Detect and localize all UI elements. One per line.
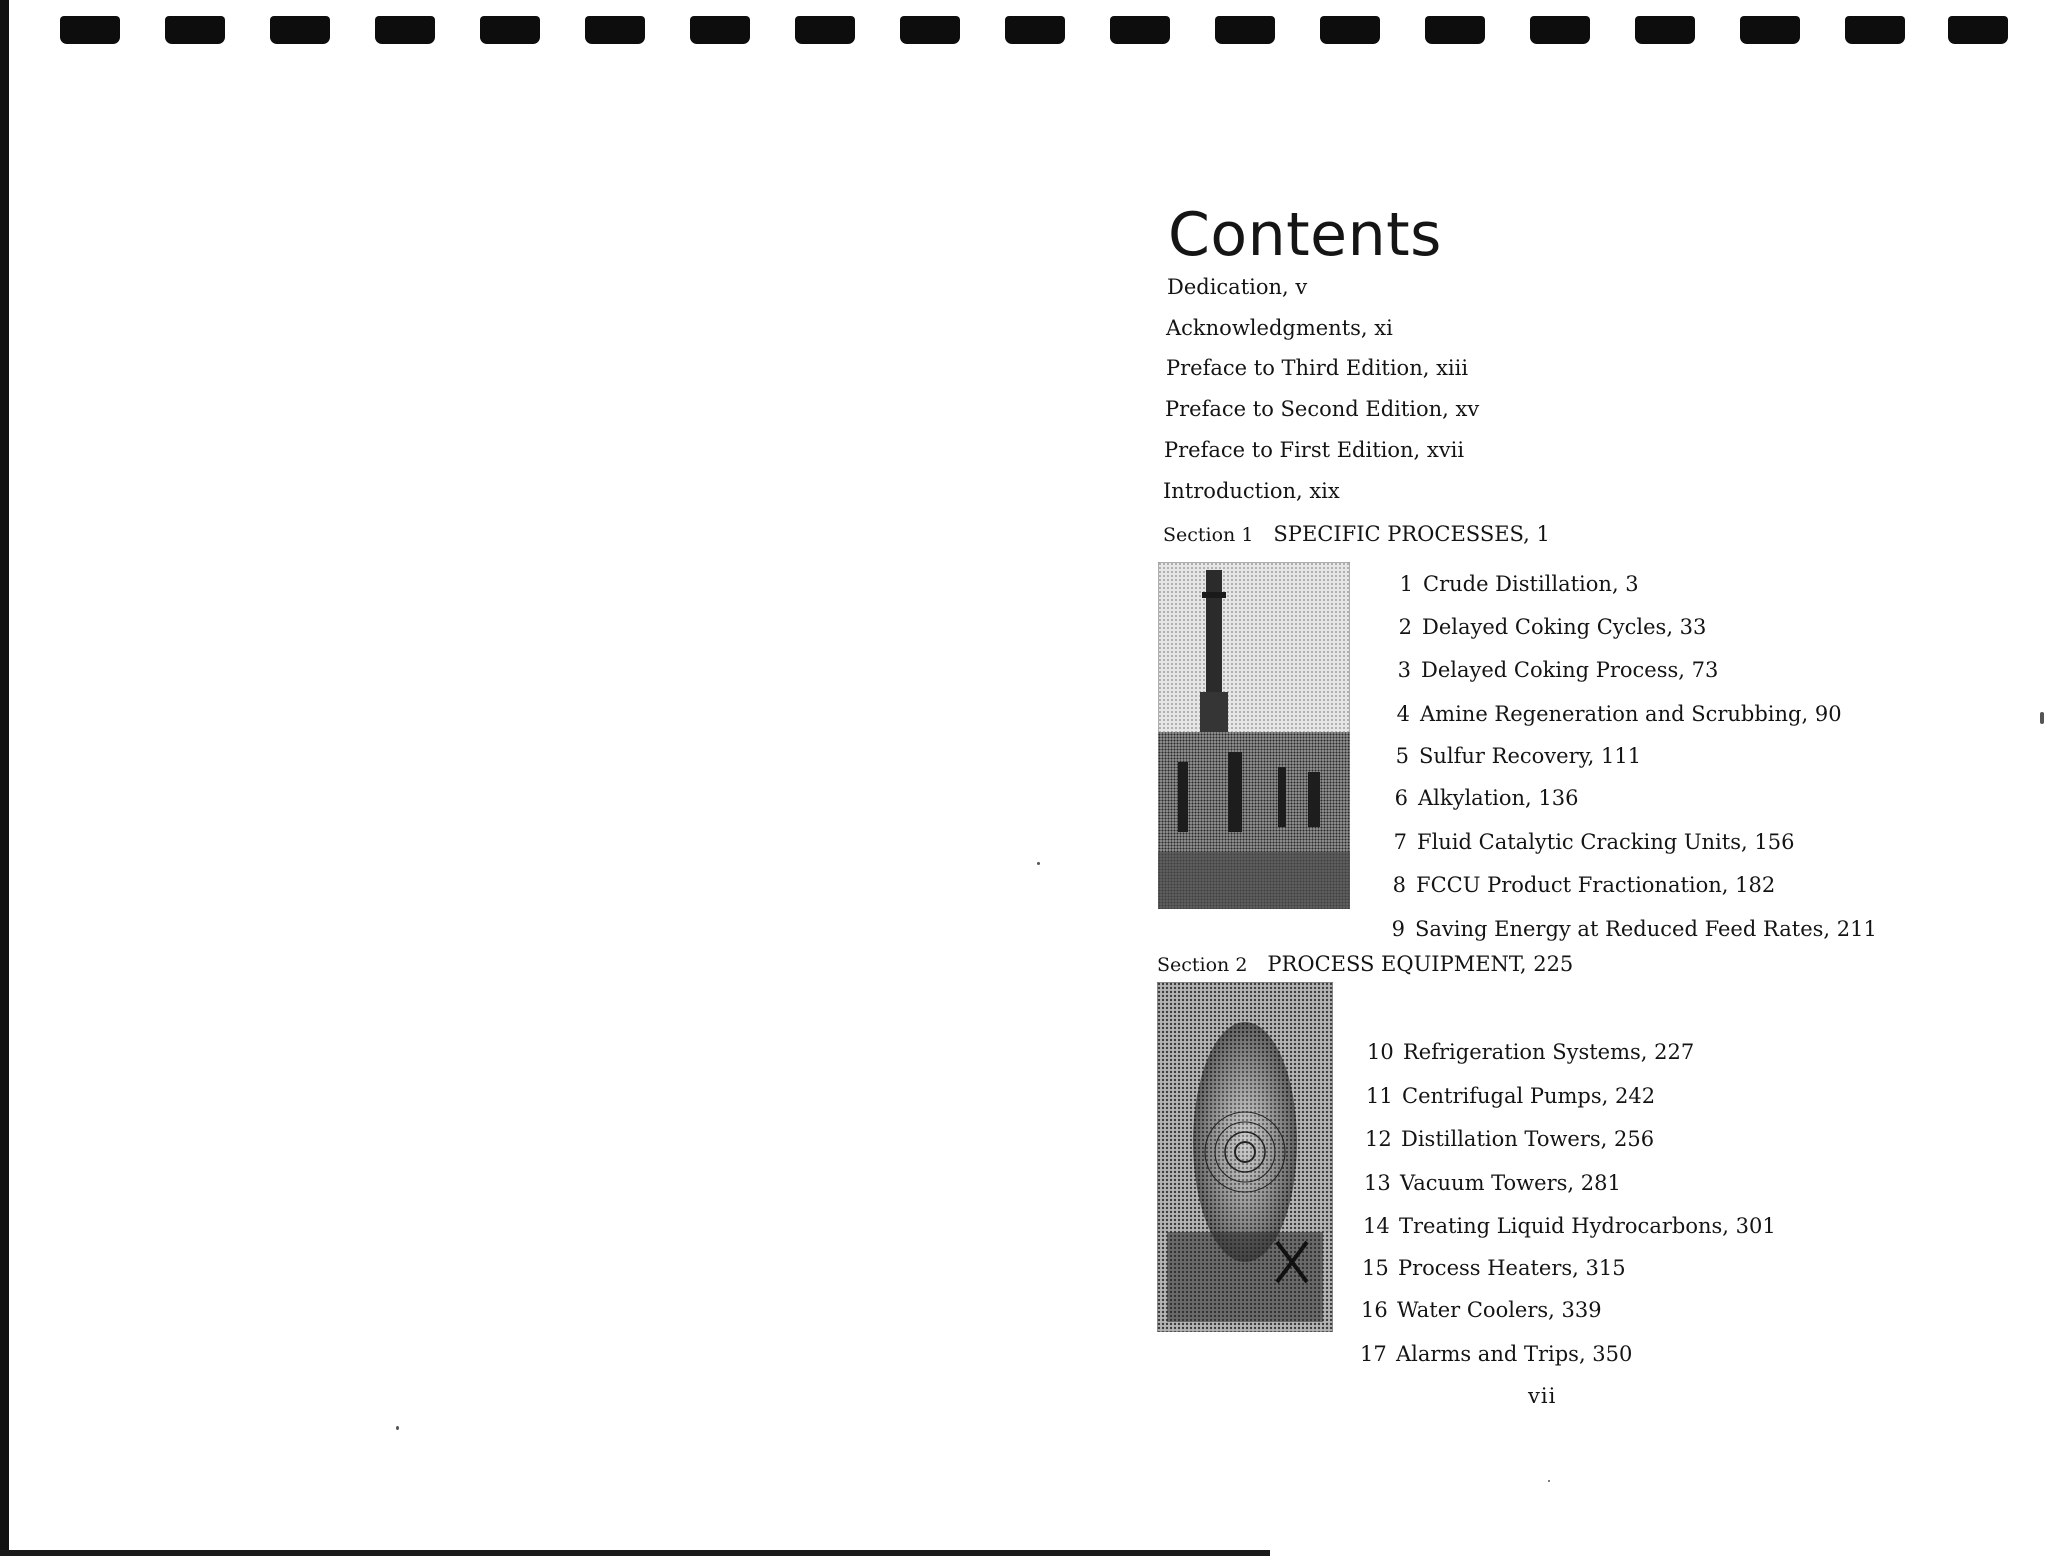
chapter-number: 3: [1397, 658, 1411, 682]
chapter-title: Amine Regeneration and Scrubbing, 90: [1420, 702, 1842, 726]
binder-hole: [1740, 16, 1800, 44]
section-label: Section 1: [1163, 524, 1254, 546]
toc-chapter: [1387, 572, 1639, 596]
toc-entry-preface-third: Preface to Third Edition, xiii: [1166, 356, 1469, 380]
toc-chapter: [1364, 1171, 1621, 1195]
binder-hole: [795, 16, 855, 44]
toc-chapter: [1381, 830, 1794, 854]
binder-hole: [900, 16, 960, 44]
section-title: SPECIFIC PROCESSES, 1: [1273, 522, 1550, 546]
toc-chapter: [1360, 1342, 1632, 1366]
chapter-title: Process Heaters, 315: [1398, 1256, 1626, 1280]
chapter-number: 15: [1362, 1256, 1389, 1280]
scan-speck: [1037, 862, 1040, 865]
toc-chapter: [1380, 873, 1775, 897]
toc-entry-acknowledgments: Acknowledgments, xi: [1166, 316, 1393, 340]
chapter-title: Distillation Towers, 256: [1401, 1127, 1655, 1151]
scan-bottom-edge: [0, 1550, 1270, 1556]
toc-chapter: [1384, 702, 1842, 726]
chapter-number: 7: [1393, 830, 1407, 854]
binder-hole: [480, 16, 540, 44]
binder-hole: [375, 16, 435, 44]
toc-entry-introduction: Introduction, xix: [1163, 479, 1340, 503]
chapter-number: 2: [1398, 615, 1412, 639]
chapter-number: 12: [1365, 1127, 1392, 1151]
toc-chapter: [1362, 1256, 1626, 1280]
section-title: PROCESS EQUIPMENT, 225: [1267, 952, 1574, 976]
page-title: Contents: [1168, 200, 1442, 271]
section-2-photo: [1157, 982, 1333, 1332]
toc-chapter: [1361, 1298, 1602, 1322]
binder-hole: [270, 16, 330, 44]
page-number: vii: [1528, 1384, 1557, 1408]
chapter-title: FCCU Product Fractionation, 182: [1416, 873, 1776, 897]
binder-holes: [0, 0, 2048, 60]
chapter-number: 13: [1364, 1171, 1391, 1195]
chapter-number: 14: [1363, 1214, 1390, 1238]
binder-hole: [690, 16, 750, 44]
toc-chapter: [1367, 1040, 1694, 1064]
toc-chapter: [1363, 1214, 1776, 1238]
toc-entry-preface-second: Preface to Second Edition, xv: [1165, 397, 1480, 421]
binder-hole: [1320, 16, 1380, 44]
toc-chapter: [1385, 658, 1718, 682]
chapter-title: Water Coolers, 339: [1397, 1298, 1602, 1322]
chapter-title: Saving Energy at Reduced Feed Rates, 211: [1415, 917, 1877, 941]
chapter-number: 11: [1366, 1084, 1393, 1108]
chapter-title: Crude Distillation, 3: [1423, 572, 1639, 596]
chapter-title: Delayed Coking Cycles, 33: [1422, 615, 1707, 639]
toc-chapter: [1366, 1084, 1655, 1108]
toc-chapter: [1386, 615, 1706, 639]
chapter-title: Centrifugal Pumps, 242: [1402, 1084, 1656, 1108]
binder-hole: [165, 16, 225, 44]
chapter-title: Fluid Catalytic Cracking Units, 156: [1417, 830, 1795, 854]
toc-chapter: [1382, 786, 1578, 810]
section-1-photo: [1158, 562, 1350, 909]
binder-hole: [1635, 16, 1695, 44]
chapter-number: 16: [1361, 1298, 1388, 1322]
section-heading: [1163, 522, 1550, 546]
binder-hole: [1425, 16, 1485, 44]
binder-hole: [60, 16, 120, 44]
chapter-number: 17: [1360, 1342, 1387, 1366]
chapter-title: Refrigeration Systems, 227: [1403, 1040, 1695, 1064]
chapter-title: Alkylation, 136: [1418, 786, 1579, 810]
scan-speck: [396, 1426, 399, 1430]
chapter-title: Vacuum Towers, 281: [1400, 1171, 1621, 1195]
chapter-number: 10: [1367, 1040, 1394, 1064]
section-label: Section 2: [1157, 954, 1248, 976]
binder-hole: [1005, 16, 1065, 44]
toc-chapter: [1383, 744, 1641, 768]
chapter-number: 9: [1391, 917, 1405, 941]
toc-chapter: [1379, 917, 1877, 941]
chapter-title: Sulfur Recovery, 111: [1419, 744, 1642, 768]
toc-entry-dedication: Dedication, v: [1167, 275, 1308, 299]
binder-hole: [585, 16, 645, 44]
scan-left-edge: [0, 0, 9, 1556]
chapter-number: 6: [1394, 786, 1408, 810]
toc-entry-preface-first: Preface to First Edition, xvii: [1164, 438, 1465, 462]
binder-hole: [1530, 16, 1590, 44]
chapter-number: 4: [1396, 702, 1410, 726]
chapter-number: 8: [1392, 873, 1406, 897]
chapter-number: 5: [1395, 744, 1409, 768]
binder-hole: [1110, 16, 1170, 44]
binder-hole: [1948, 16, 2008, 44]
binder-hole: [1845, 16, 1905, 44]
section-heading: [1157, 952, 1573, 976]
chapter-title: Delayed Coking Process, 73: [1421, 658, 1719, 682]
chapter-number: 1: [1399, 572, 1413, 596]
scan-speck: [1548, 1480, 1550, 1482]
scan-speck: [2040, 712, 2044, 724]
chapter-title: Treating Liquid Hydrocarbons, 301: [1399, 1214, 1776, 1238]
binder-hole: [1215, 16, 1275, 44]
toc-chapter: [1365, 1127, 1654, 1151]
chapter-title: Alarms and Trips, 350: [1396, 1342, 1633, 1366]
